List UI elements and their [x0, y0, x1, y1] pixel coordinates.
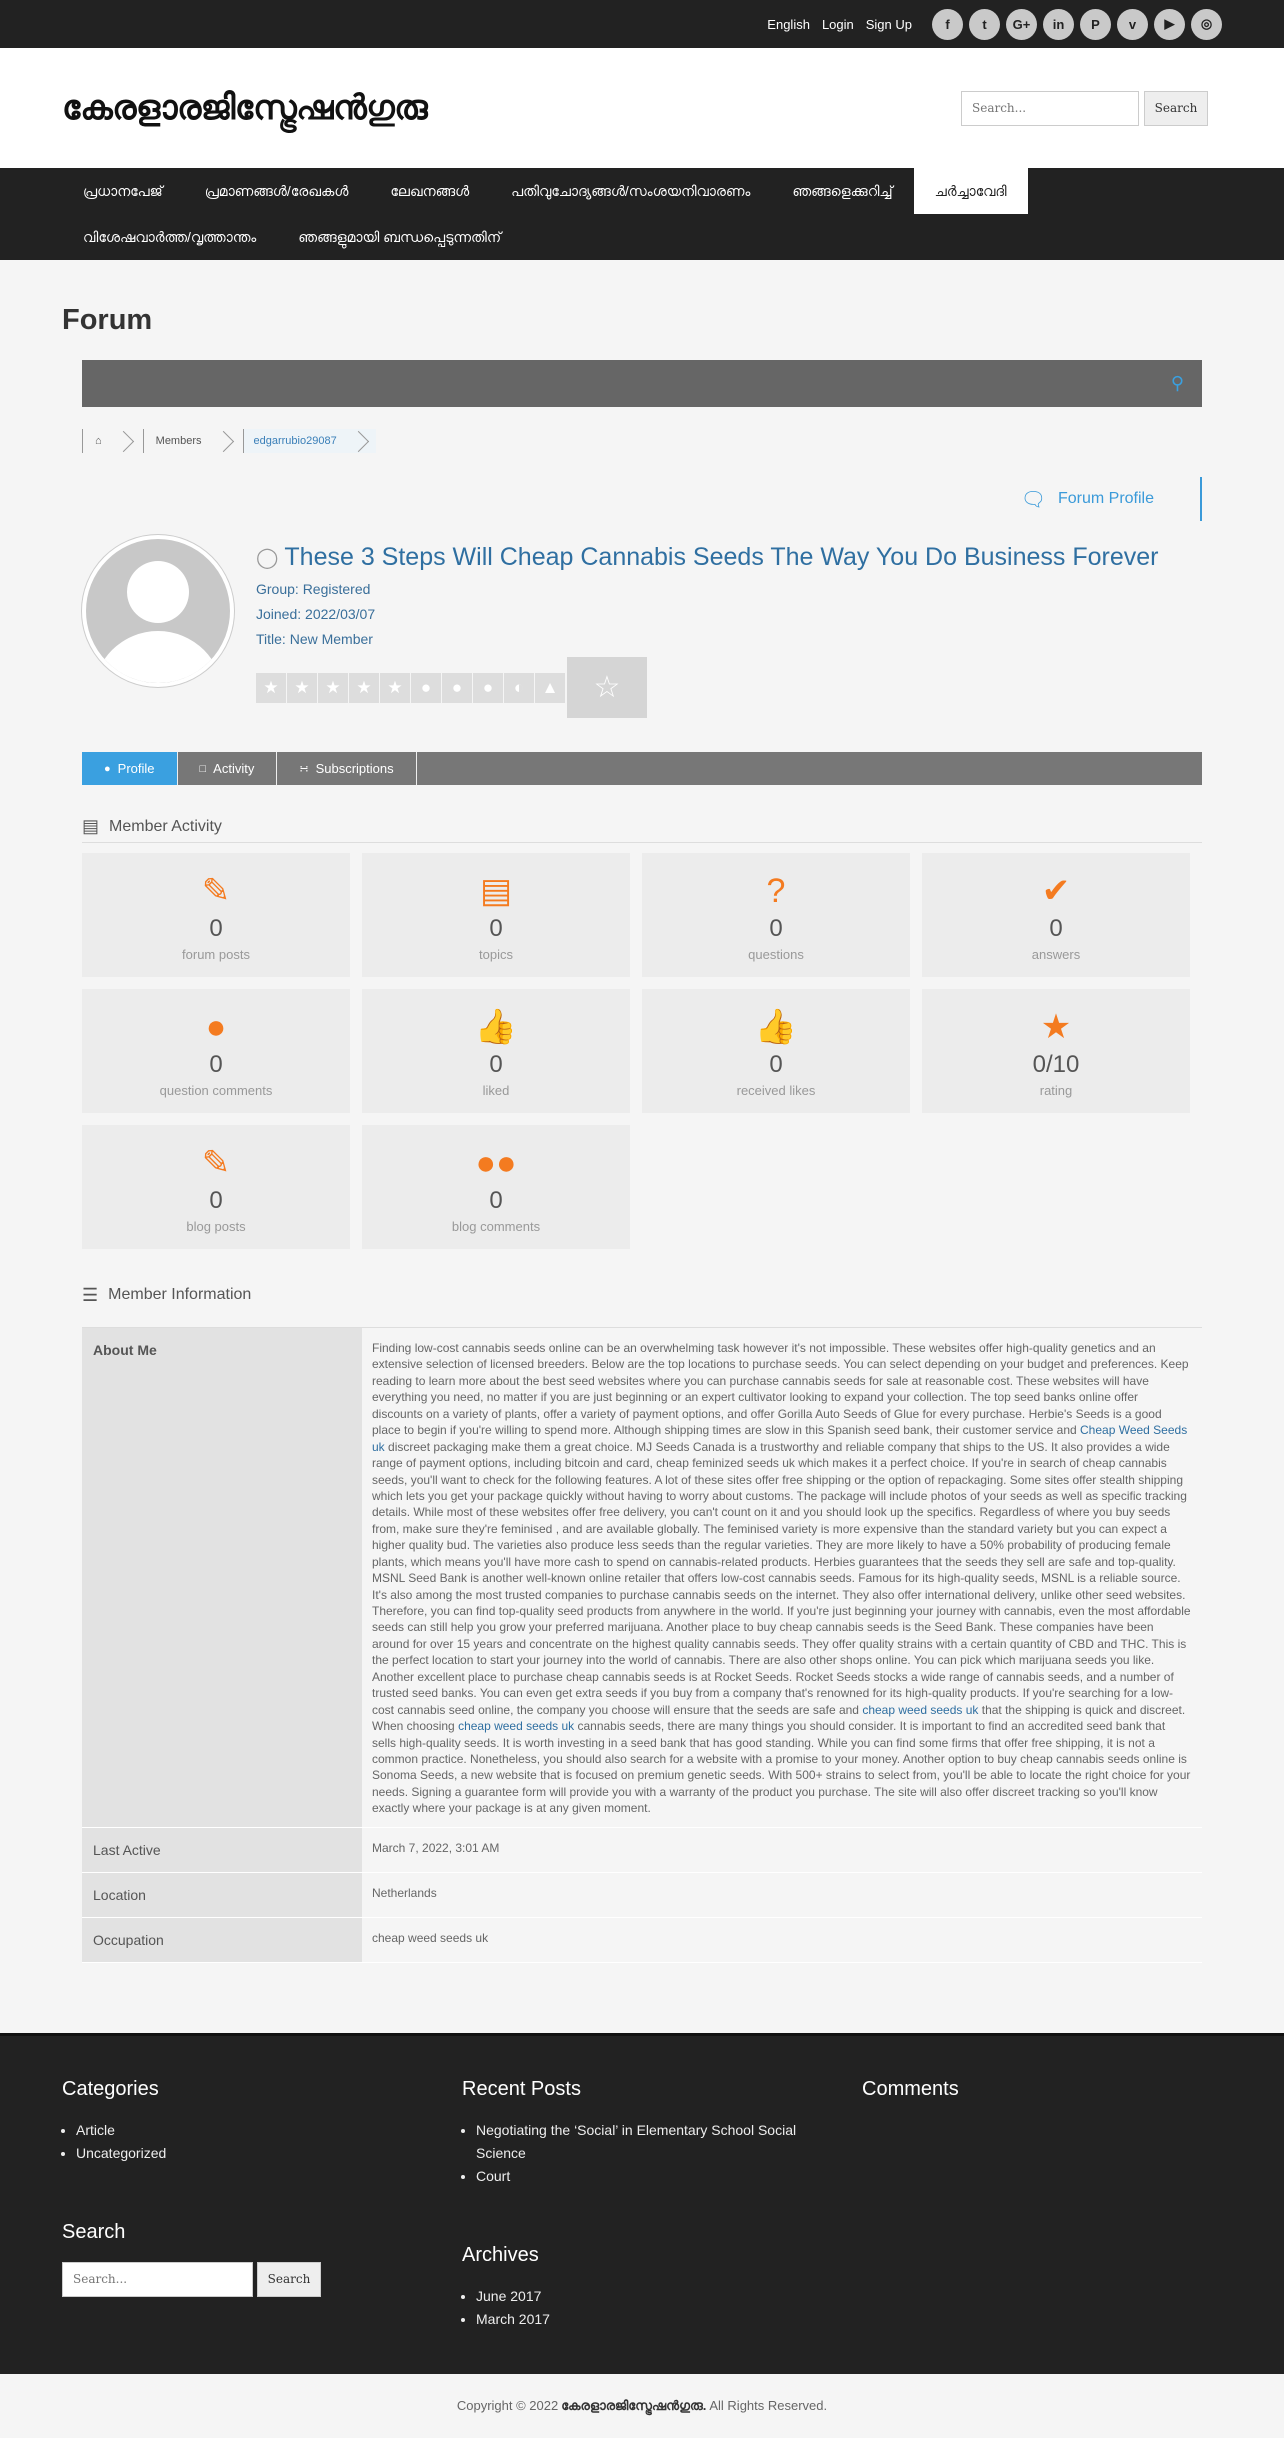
table-row [82, 1328, 1202, 1828]
nav-news[interactable]: വിശേഷവാർത്ത/വൃത്താന്തം [83, 228, 257, 245]
comments-icon: □ [199, 762, 207, 775]
thumbs-up-icon: 👍 [474, 1008, 518, 1046]
rating-badges [256, 657, 1202, 718]
footer-search-input[interactable] [62, 2262, 253, 2297]
footer-search [62, 2262, 462, 2297]
circle-icon: ● [473, 673, 503, 703]
breadcrumb-members[interactable]: Members [143, 429, 243, 453]
edit-icon: ✎ [201, 1144, 231, 1182]
instagram-icon[interactable]: ◎ [1191, 9, 1222, 40]
list-icon: ☰ [82, 1284, 99, 1305]
login-link[interactable]: Login [821, 16, 854, 32]
user-icon: ● [104, 762, 111, 775]
signup-link[interactable]: Sign Up [865, 16, 912, 32]
nav-articles[interactable]: ലേഖനങ്ങൾ [390, 182, 470, 199]
table-row [82, 1873, 1202, 1918]
question-icon: ? [766, 872, 786, 910]
occupation-value: cheap weed seeds uk [362, 1918, 1202, 1963]
google-plus-icon[interactable]: G+ [1006, 9, 1037, 40]
stat-topics: ▤ 0 topics [362, 853, 630, 977]
stat-received-likes: 👍 0 received likes [642, 989, 910, 1113]
recent-post-link[interactable]: Court [476, 2167, 511, 2184]
lightbulb-icon: ◯ [256, 547, 279, 569]
breadcrumb [82, 429, 1202, 453]
trophy-icon: ▲ [535, 673, 565, 703]
location-value: Netherlands [362, 1873, 1202, 1918]
about-me-label: About Me [82, 1328, 362, 1828]
social-links [926, 9, 1222, 40]
last-active-value: March 7, 2022, 3:01 AM [362, 1828, 1202, 1873]
youtube-icon[interactable]: ▶ [1154, 9, 1185, 40]
star-icon: ★ [318, 673, 348, 703]
about-me-text: Finding low-cost cannabis seeds online can be an overwhelming task however it's not impossible. These websites offer high-quality genetics and an extensive selection of licensed breeders. Below are the top locations to purchase seeds. You can select depending on your budget and preferences. Keep reading to learn more about the best seed websites where you can purchase cannabis seeds for sale at reasonable cost. These websites will have everything you need, no matter if you are just beginning or an expert cultivator looking to expand your collection. The top seed banks online offer discounts on a variety of plants, offer a variety of payment options, and offer Gorilla Auto Seeds of Glue for every purchase. Herbie's Seeds is a good place to begin if you're willing to spend more. Although shipping times are slow in this Spanish seed bank, their customer service and Cheap Weed Seeds uk discreet packaging make them a great choice. MJ Seeds Canada is a trustworthy and reliable company that ships to the US. It also provides a wide range of payment options, including bitcoin and card, cheap feminized seeds uk which makes it a perfect choice. If you're in search of cheap cannabis seeds, you'll want to check for the following features. A lot of these sites offer free shipping or the option of repackaging. Some sites offer stealth shipping which lets you get your package quickly without having to worry about customs. The package will include photos of your seeds as well as specific tracking details. While most of these websites offer free delivery, you can't count on it and you should look up the specifics. Regardless of where you buy seeds from, make sure they're feminised , and are available globally. The feminised variety is more expensive than the standard variety but you can expect a higher quality bud. The varieties also produce less seeds than the regular varieties. They are more likely to have a 50% probability of producing female plants, which means you'll have more cash to spend on cannabis-related products. Herbies guarantees that the seeds they sell are safe and top-quality. MSNL Seed Bank is another well-known online retailer that offers low-cost cannabis seeds. Famous for its high-quality seeds, MSNL is a reliable source. It's also among the most trusted companies to purchase cannabis seeds on the internet. They also offer international delivery, unlike other seed websites. Therefore, you can find top-quality seed products from anywhere in the world. If you're just beginning your journey with cannabis, even the most affordable seeds can still help you grow your preferred marijuana. Another place to buy cheap cannabis seeds is the Seed Bank. These companies have been around for over 15 years and concentrate on the highest quality cannabis seeds. They offer quality strains with a certain quantity of CBD and THC. This is the perfect location to start your journey into the world of cannabis. There are also other shops online. You can pick which marijuana seeds you like. Another excellent place to purchase cheap cannabis seeds is at Rocket Seeds. Rocket Seeds stocks a wide range of cannabis seeds, and a number of trusted seed banks. You can even get extra seeds if you buy from a company that's renowned for its high-quality products. If you're searching for a low-cost cannabis seed online, the company you choose will ensure that the seeds are safe and cheap weed seeds uk that the shipping is quick and discreet. When choosing cheap weed seeds uk cannabis seeds, there are many things you should consider. It is important to find an accredited seed bank that sells high-quality seeds. It is worth investing in a seed bank that has good standing. While you can find some firms that offer free shipping, it is not a common practice. Nonetheless, you should also search for a website with a promise to your money. Another option to buy cheap cannabis seeds online is Sonoma Seeds, a new website that is focused on premium genetic seeds. With 500+ strains to select from, you'll be able to locate the right choice for your needs. Signing a guarantee form will provide you with a warranty of the product you purchase. The site will also offer discreet tracking so you'll know exactly where your package is at any given moment. [362, 1328, 1202, 1828]
stat-blog-comments: ●● 0 blog comments [362, 1125, 630, 1249]
star-badge-icon: ☆ [567, 657, 647, 718]
thumbs-up-icon: 👍 [754, 1008, 798, 1046]
circle-icon: ● [442, 673, 472, 703]
archive-link[interactable]: March 2017 [476, 2310, 550, 2327]
footer-comments: Comments [862, 2077, 959, 2100]
tab-activity[interactable]: □ Activity [178, 752, 278, 785]
member-profile [82, 535, 1202, 718]
search-icon[interactable]: ⚲ [1170, 373, 1184, 393]
stat-liked: 👍 0 liked [362, 989, 630, 1113]
header-search-button[interactable]: Search [1144, 91, 1208, 126]
header-search-input[interactable] [961, 91, 1139, 126]
last-active-label: Last Active [82, 1828, 362, 1873]
location-label: Location [82, 1873, 362, 1918]
activity-stats [82, 853, 1202, 1249]
category-link[interactable]: Uncategorized [76, 2144, 167, 2161]
comment-icon: ● [205, 1008, 227, 1046]
nav-faq[interactable]: പതിവുചോദ്യങ്ങൾ/സംശയനിവാരണം [511, 182, 751, 199]
forum-profile-link[interactable]: 🗨 Forum Profile [1001, 477, 1202, 521]
home-icon[interactable]: ⌂ [82, 429, 143, 453]
star-icon: ★ [256, 673, 286, 703]
table-row [82, 1918, 1202, 1963]
page-title: Forum [62, 304, 153, 336]
site-logo[interactable]: കേരളാരജിസ്ട്രേഷൻഗുരു [62, 88, 428, 127]
category-link[interactable]: Article [76, 2121, 115, 2138]
footer-recent-posts: Recent Posts • Negotiating the ‘Social’ in Elementary School Social Science • Court Archives • June 2017 • March 2017 [462, 2078, 862, 2338]
nav-contact[interactable]: ഞങ്ങളുമായി ബന്ധപ്പെടുന്നതിന് [298, 228, 502, 245]
header-search [961, 91, 1208, 126]
vimeo-icon[interactable]: v [1117, 9, 1148, 40]
top-bar [0, 0, 1284, 48]
profile-joined: Joined: 2022/03/07 [256, 606, 376, 622]
nav-forum[interactable]: ചർച്ചാവേദി [914, 168, 1028, 214]
recent-post-link[interactable]: Negotiating the ‘Social’ in Elementary School Social Science [476, 2121, 797, 2161]
star-icon: ★ [287, 673, 317, 703]
stat-questions: ? 0 questions [642, 853, 910, 977]
nav-home[interactable]: പ്രധാനപേജ് [83, 182, 163, 199]
profile-group: Group: Registered [256, 581, 371, 597]
member-information-heading: ☰ Member Information [82, 1284, 252, 1305]
twitter-icon[interactable]: t [969, 9, 1000, 40]
about-link[interactable]: Cheap Weed Seeds uk [372, 1423, 1188, 1454]
profile-tabs [82, 752, 1202, 785]
member-info-table [82, 1327, 1202, 1963]
nav-about[interactable]: ഞങ്ങളെക്കുറിച്ച് [792, 182, 893, 199]
occupation-label: Occupation [82, 1918, 362, 1963]
breadcrumb-user: edgarrubio29087 [243, 429, 376, 453]
main-nav [0, 168, 1284, 260]
check-icon: ✔ [1041, 872, 1071, 910]
language-link[interactable]: English [767, 16, 810, 32]
facebook-icon[interactable]: f [932, 9, 963, 40]
profile-info [256, 535, 1202, 718]
chat-bubbles-icon: 🗨 [1020, 488, 1046, 511]
forum-profile-header [82, 477, 1202, 521]
copyright: Copyright © 2022 കേരളാരജിസ്ട്രേഷൻഗുരു. All Rights Reserved. [0, 2374, 1284, 2438]
forum-toolbar [82, 360, 1202, 407]
comments-icon: ●● [475, 1144, 517, 1182]
footer-search-button[interactable]: Search [257, 2262, 321, 2297]
star-icon: ★ [1040, 1008, 1072, 1046]
stat-forum-posts: ✎ 0 forum posts [82, 853, 350, 977]
about-link[interactable]: cheap weed seeds uk [862, 1702, 979, 1717]
main-content [0, 260, 1284, 1963]
avatar [82, 535, 234, 687]
stat-blog-posts: ✎ 0 blog posts [82, 1125, 350, 1249]
half-circle-icon: ◐ [504, 673, 534, 703]
stat-question-comments: ● 0 question comments [82, 989, 350, 1113]
pencil-icon: ✎ [201, 872, 231, 910]
footer-categories: Categories • Article • Uncategorized Search Search... Search [62, 2078, 462, 2338]
bar-chart-icon: ▤ [82, 816, 100, 836]
tab-profile[interactable]: ● Profile [82, 752, 178, 785]
about-link[interactable]: cheap weed seeds uk [458, 1719, 575, 1734]
star-icon: ★ [349, 673, 379, 703]
site-footer [0, 2033, 1284, 2374]
document-icon: ▤ [479, 872, 513, 910]
stat-answers: ✔ 0 answers [922, 853, 1190, 977]
linkedin-icon[interactable]: in [1043, 9, 1074, 40]
member-activity-heading: ▤ Member Activity [82, 811, 1202, 843]
stat-rating: ★ 0/10 rating [922, 989, 1190, 1113]
tab-subscriptions[interactable]: ∺ Subscriptions [277, 752, 416, 785]
profile-title: ◯ These 3 Steps Will Cheap Cannabis Seeds The Way You Do Business Forever [256, 543, 1159, 571]
star-icon: ★ [380, 673, 410, 703]
rss-icon: ∺ [299, 763, 309, 775]
archive-link[interactable]: June 2017 [476, 2287, 542, 2304]
circle-icon: ● [411, 673, 441, 703]
nav-documents[interactable]: പ്രമാണങ്ങൾ/രേഖകൾ [204, 182, 349, 199]
profile-member-title: Title: New Member [256, 631, 373, 647]
table-row [82, 1828, 1202, 1873]
pinterest-icon[interactable]: P [1080, 9, 1111, 40]
site-header [0, 48, 1284, 168]
